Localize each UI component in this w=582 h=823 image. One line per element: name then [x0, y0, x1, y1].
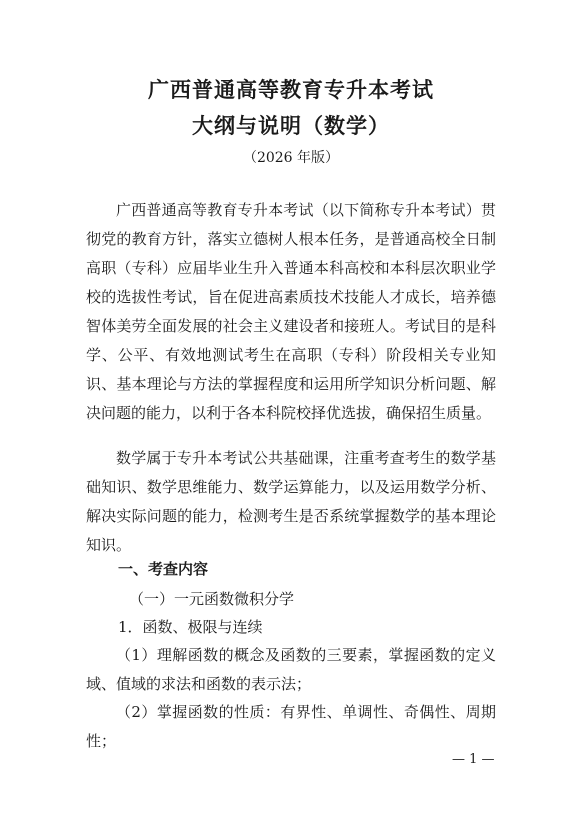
document-title-line1: 广西普通高等教育专升本考试	[148, 78, 434, 102]
item-heading: 1．函数、极限与连续	[118, 618, 263, 636]
point-paragraph-2	[86, 698, 496, 756]
math-description-text: 数学属于专升本考试公共基础课，注重考查考生的数学基础知识、数学思维能力、数学运算能力，以及运用数学分析、解决实际问题的能力，检测考生是否系统掌握数学的基本理论知识。	[86, 449, 496, 554]
document-title-line2: 大纲与说明（数学）	[192, 114, 390, 138]
math-description-paragraph	[86, 444, 496, 560]
intro-text: 广西普通高等教育专升本考试（以下简称专升本考试）贯彻党的教育方针，落实立德树人根本任务，是普通高校全日制高职（专科）应届毕业生升入普通本科高校和本科层次职业学校的选拔性考试，旨在促进高素质技术技能人才成长，培养德智体美劳全面发展的社会主义建设者和接班人。考试目的是科学、公平、有效地测试考生在高职（专科）阶段相关专业知识、基本理论与方法的掌握程度和运用所学知识分析问题、解决问题的能力，以利于各本科院校择优选拔，确保招生质量。	[86, 201, 496, 422]
point-paragraph-1	[86, 641, 496, 699]
section-heading: 一、考查内容	[118, 560, 209, 578]
page-number: — 1 —	[452, 752, 495, 767]
edition-label: （2026 年版）	[242, 150, 340, 166]
point-text-1: （1）理解函数的概念及函数的三要素，掌握函数的定义域、值域的求法和函数的表示法；	[86, 646, 496, 693]
intro-paragraph	[86, 196, 496, 428]
point-text-2: （2）掌握函数的性质：有界性、单调性、奇偶性、周期性；	[86, 703, 496, 750]
subsection-heading: （一）一元函数微积分学	[129, 590, 295, 608]
